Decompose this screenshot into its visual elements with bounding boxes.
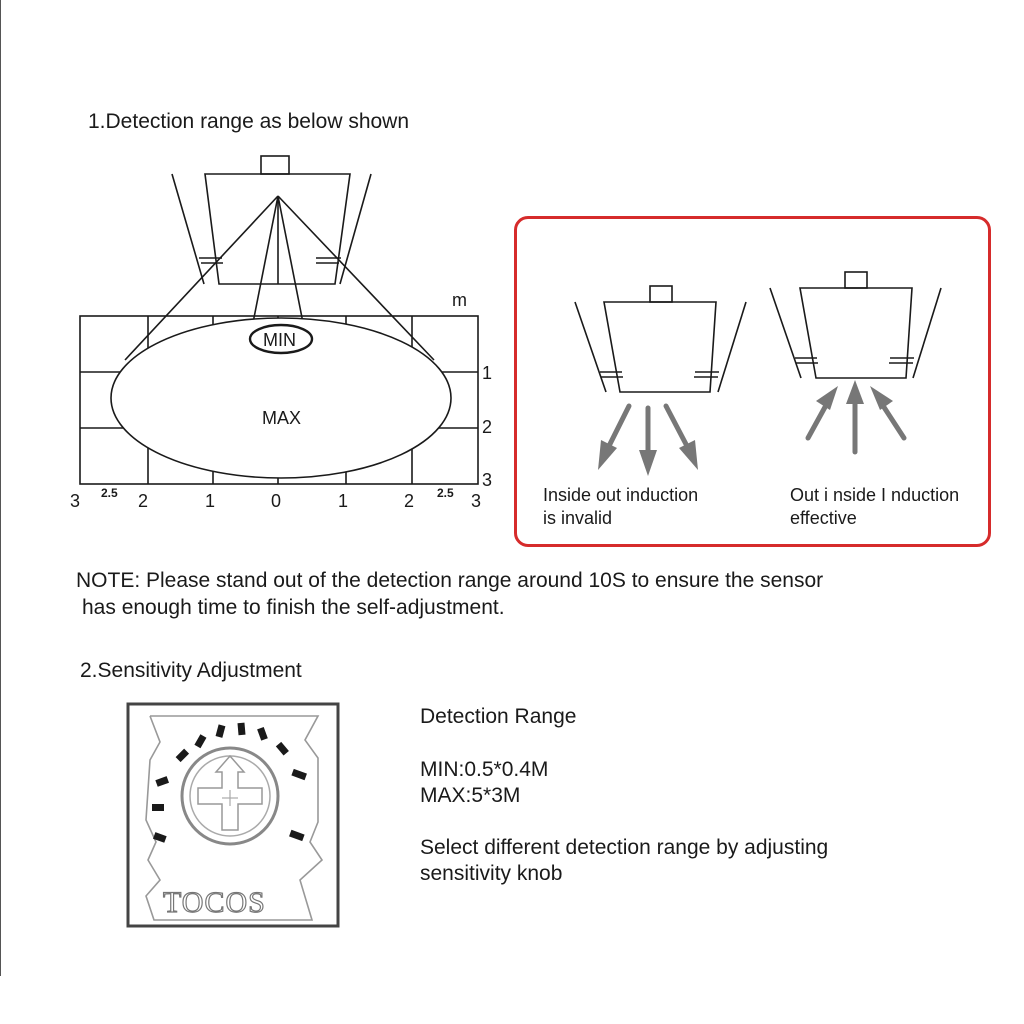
x-tick-2.5-right: 2.5 [437,486,454,500]
section-1-title: 1.Detection range as below shown [88,110,410,133]
max-zone-label: MAX [262,408,302,428]
x-tick-0: 0 [271,491,282,511]
x-tick-3-right: 3 [471,491,482,511]
min-zone-label: MIN [263,330,296,350]
inside-out-caption-line1: Inside out induction [543,485,699,505]
x-tick-1-right: 1 [338,491,349,511]
y-tick-2: 2 [482,417,493,437]
knob-brand-logo: TOCOS [163,886,266,919]
min-spec: MIN:0.5*0.4M [420,758,549,781]
select-instruction-line-1: Select different detection range by adjusting [420,836,829,859]
max-spec: MAX:5*3M [420,784,521,807]
unit-label: m [452,290,467,310]
x-tick-2-left: 2 [138,491,149,511]
section-2-title: 2.Sensitivity Adjustment [80,659,302,682]
y-tick-1: 1 [482,363,493,383]
x-tick-1-left: 1 [205,491,216,511]
x-tick-2-right: 2 [404,491,415,511]
select-instruction-line-2: sensitivity knob [420,862,563,885]
note-line-1: NOTE: Please stand out of the detection range around 10S to ensure the sensor [76,569,824,592]
outside-in-caption-line2: effective [790,508,857,528]
y-tick-3: 3 [482,470,493,490]
x-tick-2.5-left: 2.5 [101,486,118,500]
outside-in-caption-line1: Out i nside I nduction [790,485,960,505]
inside-out-caption-line2: is invalid [543,508,613,528]
note-line-2: has enough time to finish the self-adjustment. [82,596,505,619]
x-tick-3-left: 3 [70,491,81,511]
detection-range-label: Detection Range [420,705,577,728]
